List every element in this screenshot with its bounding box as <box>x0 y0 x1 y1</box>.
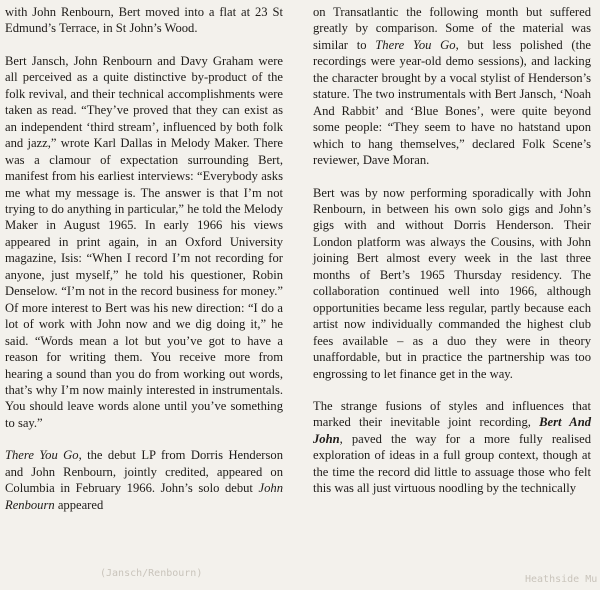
paragraph: Bert Jansch, John Renbourn and Davy Graham were all perceived as a quite distinctive by-product of the folk revival, and their technical accomplishments were taken as read. “They’ve proved that they can exist as an independent ‘third stream’, influenced by both folk and jazz,” wrote Karl Dallas in Melody Maker. There was a clamour of expectation surrounding Bert, manifest from his earliest interviews: “Everybody asks me what my message is. The answer is that I’m not trying to do anything in particular,” he told the Melody Maker in August 1965. In early 1966 his views appeared in print again, in an Oxford University magazine, Isis: “When I record I’m not recording for anyone, just myself,” he told his questioner, Robin Denselow. “I’m not in the record business for money.” Of more interest to Bert was his new direction: “I do a lot of work with John now and we dig doing it,” he said. “Words mean a lot but you’ve got to have a reason for writing them. You receive more from hearing a sound than you do from working out words, that’s why I’m now mainly interested in instrumentals. You should leave words alone until you’ve something to say.” <box>5 53 283 430</box>
paragraph-text: , but less polished (the recordings were year-old demo sessions), and lacking the character brought by a vocal stylist of Henderson’s stature. The two instrumentals with Bert Jansch, ‘Noah And Rabbit’ and ‘Blue Bones’, were quite beyond some people: “They seem to have no hatstand upon which to hang themselves,” declared Folk Scene’s reviewer, Dave Moran. <box>313 37 592 168</box>
paragraph-text: , the debut LP from Dorris Henderson and John Renbourn, jointly credited, appeared on Columbia in February 1966. John’s solo debut <box>5 448 283 496</box>
paragraph <box>313 4 591 169</box>
album-title: John Renbourn <box>5 481 283 512</box>
paragraph-text: The strange fusions of styles and influences that marked their inevitable joint recording, <box>313 398 591 430</box>
paragraph-text: , paved the way for a more fully realised exploration of ideas in a full group context, though at the time the record did little to assuage those who felt this was all just virtuous noodling by the technically <box>313 431 591 496</box>
album-title: There You Go <box>375 37 456 52</box>
paragraph: Bert was by now performing sporadically with John Renbourn, in between his own solo gigs and John’s gigs with and without Dorris Henderson. Their London platform was always the Cousins, with John joining Bert almost every week in the last three months of Bert’s 1965 Thursday residency. The collaboration continued well into 1966, although opportunities became less regular, partly because each artist now individually commanded the highest club fees available – as a duo they were in theory unaffordable, but in practice the partnership was too engrossing to let finance get in the way. <box>313 185 591 381</box>
left-column <box>5 4 283 513</box>
album-title: There You Go <box>5 448 79 463</box>
background-mark-credit: (Jansch/Renbourn) <box>100 568 203 579</box>
paragraph <box>5 447 283 513</box>
paragraph-text: on Transatlantic the following month but suffered greatly by comparison. Some of the material was similar to <box>313 5 591 52</box>
background-mark-publisher: Heathside Mu <box>525 574 598 585</box>
album-title-text: Bert And John <box>313 415 591 446</box>
paragraph: with John Renbourn, Bert moved into a flat at 23 St Edmund’s Terrace, in St John’s Wood. <box>5 5 283 36</box>
paragraph <box>313 398 591 497</box>
paragraph-text: appeared <box>54 497 104 512</box>
right-column <box>313 4 591 497</box>
